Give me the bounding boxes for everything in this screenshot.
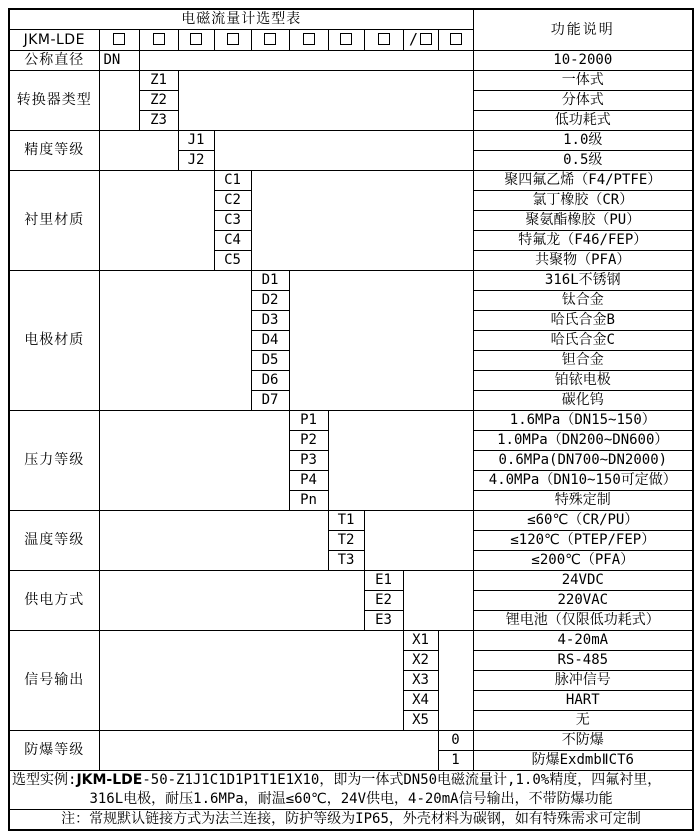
code-cell: D3 [251,311,289,331]
code-cell: Pn [289,491,328,511]
empty-cell [251,171,473,271]
desc-cell: 10-2000 [473,51,693,71]
desc-cell: HART [473,691,693,711]
checkbox-icon[interactable] [190,33,202,45]
code-cell: T3 [328,551,364,571]
code-cell: X1 [403,631,438,651]
model-code-box-10 [438,30,473,51]
model-code-box-1 [99,30,139,51]
model-prefix-label: JKM-LDE [9,30,99,51]
category-signal-output: 信号输出 [9,631,99,731]
empty-cell [99,731,438,771]
category-temperature-rating: 温度等级 [9,511,99,571]
code-cell: P3 [289,451,328,471]
code-cell: D1 [251,271,289,291]
empty-cell [99,271,251,411]
empty-cell [214,131,473,171]
code-cell: P2 [289,431,328,451]
category-power-supply: 供电方式 [9,571,99,631]
category-converter-type: 转换器类型 [9,71,99,131]
category-lining-material: 衬里材质 [9,171,99,271]
selection-example-line1 [12,771,690,790]
code-cell: DN [99,51,139,71]
desc-cell: 特殊定制 [473,491,693,511]
code-cell: D7 [251,391,289,411]
code-cell: 1 [438,751,473,771]
checkbox-icon[interactable] [153,33,165,45]
checkbox-icon[interactable] [264,33,276,45]
slash-separator: / [408,30,419,48]
checkbox-icon[interactable] [303,33,315,45]
code-cell: C5 [214,251,251,271]
empty-cell [99,571,364,631]
empty-cell [99,631,403,731]
category-explosion-proof: 防爆等级 [9,731,99,771]
desc-cell: ≤200℃（PFA） [473,551,693,571]
checkbox-icon[interactable] [450,33,462,45]
desc-cell: 316L不锈钢 [473,271,693,291]
desc-cell: 220VAC [473,591,693,611]
code-cell: E2 [364,591,403,611]
model-code-box-2 [139,30,178,51]
desc-cell: 1.0级 [473,131,693,151]
code-cell: C1 [214,171,251,191]
desc-cell: 锂电池（仅限低功耗式） [473,611,693,631]
category-diameter: 公称直径 [9,51,99,71]
desc-cell: 特氟龙（F46/FEP） [473,231,693,251]
table-title: 电磁流量计选型表 [9,9,473,30]
desc-cell: 0.6MPa(DN700~DN2000) [473,451,693,471]
model-code-box-4 [214,30,251,51]
desc-cell: 哈氏合金B [473,311,693,331]
selection-example-line2: 316L电极，耐压1.6MPa，耐温≤60℃，24V供电，4-20mA信号输出，不带防爆功能 [89,791,613,807]
code-cell: C2 [214,191,251,211]
desc-cell: 哈氏合金C [473,331,693,351]
code-cell: Z3 [139,111,178,131]
checkbox-icon[interactable] [420,33,432,45]
empty-cell [364,511,473,571]
desc-cell: 低功耗式 [473,111,693,131]
model-code-box-6 [289,30,328,51]
model-code-box-8 [364,30,403,51]
code-cell: D2 [251,291,289,311]
example-prefix: 选型实例: [12,772,77,788]
checkbox-icon[interactable] [340,33,352,45]
code-cell: X5 [403,711,438,731]
model-code-box-9 [403,30,438,51]
code-cell: X3 [403,671,438,691]
empty-cell [289,271,473,411]
desc-cell: 聚氨酯橡胶（PU） [473,211,693,231]
desc-cell: 铂铱电极 [473,371,693,391]
note: 注：常规默认链接方式为法兰连接，防护等级为IP65，外壳材料为碳钢，如有特殊需求可定制 [9,810,693,831]
code-cell: T1 [328,511,364,531]
desc-cell: ≤60℃（CR/PU） [473,511,693,531]
code-cell: C4 [214,231,251,251]
desc-cell: 钛合金 [473,291,693,311]
desc-cell: 碳化钨 [473,391,693,411]
code-cell: D6 [251,371,289,391]
desc-cell: 24VDC [473,571,693,591]
empty-cell [328,411,473,511]
empty-cell [139,51,473,71]
code-cell: P1 [289,411,328,431]
code-cell: E3 [364,611,403,631]
desc-cell: 1.0MPa（DN200~DN600） [473,431,693,451]
desc-cell: 0.5级 [473,151,693,171]
empty-cell [99,411,289,511]
desc-cell: RS-485 [473,651,693,671]
code-cell: P4 [289,471,328,491]
code-cell: Z1 [139,71,178,91]
example-text: -50-Z1J1C1D1P1T1E1X10，即为一体式DN50电磁流量计,1.0%精度，四氟衬里， [142,772,662,788]
desc-cell: 分体式 [473,91,693,111]
function-description-header: 功能说明 [473,9,693,51]
empty-cell [99,71,139,131]
category-accuracy-grade: 精度等级 [9,131,99,171]
selection-example [9,771,693,810]
desc-cell: 4-20mA [473,631,693,651]
checkbox-icon[interactable] [378,33,390,45]
desc-cell: 脉冲信号 [473,671,693,691]
empty-cell [178,71,473,131]
checkbox-icon[interactable] [227,33,239,45]
desc-cell: 防爆ExdmbⅡCT6 [473,751,693,771]
selection-table [8,8,694,831]
model-code-box-7 [328,30,364,51]
desc-cell: 一体式 [473,71,693,91]
desc-cell: 共聚物（PFA） [473,251,693,271]
code-cell: Z2 [139,91,178,111]
code-cell: T2 [328,531,364,551]
empty-cell [99,511,328,571]
desc-cell: ≤120℃（PTEP/FEP） [473,531,693,551]
desc-cell: 钽合金 [473,351,693,371]
model-code-box-3 [178,30,214,51]
code-cell: D5 [251,351,289,371]
selection-sheet [8,8,694,831]
desc-cell: 不防爆 [473,731,693,751]
desc-cell: 无 [473,711,693,731]
code-cell: X4 [403,691,438,711]
code-cell: 0 [438,731,473,751]
example-model-code: JKM-LDE [76,772,143,788]
desc-cell: 聚四氟乙烯（F4/PTFE） [473,171,693,191]
empty-cell [438,631,473,731]
desc-cell: 1.6MPa（DN15~150） [473,411,693,431]
code-cell: J1 [178,131,214,151]
code-cell: X2 [403,651,438,671]
checkbox-icon[interactable] [113,33,125,45]
code-cell: C3 [214,211,251,231]
desc-cell: 氯丁橡胶（CR） [473,191,693,211]
category-electrode-material: 电极材质 [9,271,99,411]
desc-cell: 4.0MPa（DN10~150可定做） [473,471,693,491]
code-cell: J2 [178,151,214,171]
empty-cell [99,171,214,271]
empty-cell [403,571,473,631]
category-pressure-rating: 压力等级 [9,411,99,511]
code-cell: E1 [364,571,403,591]
model-code-box-5 [251,30,289,51]
empty-cell [99,131,178,171]
code-cell: D4 [251,331,289,351]
